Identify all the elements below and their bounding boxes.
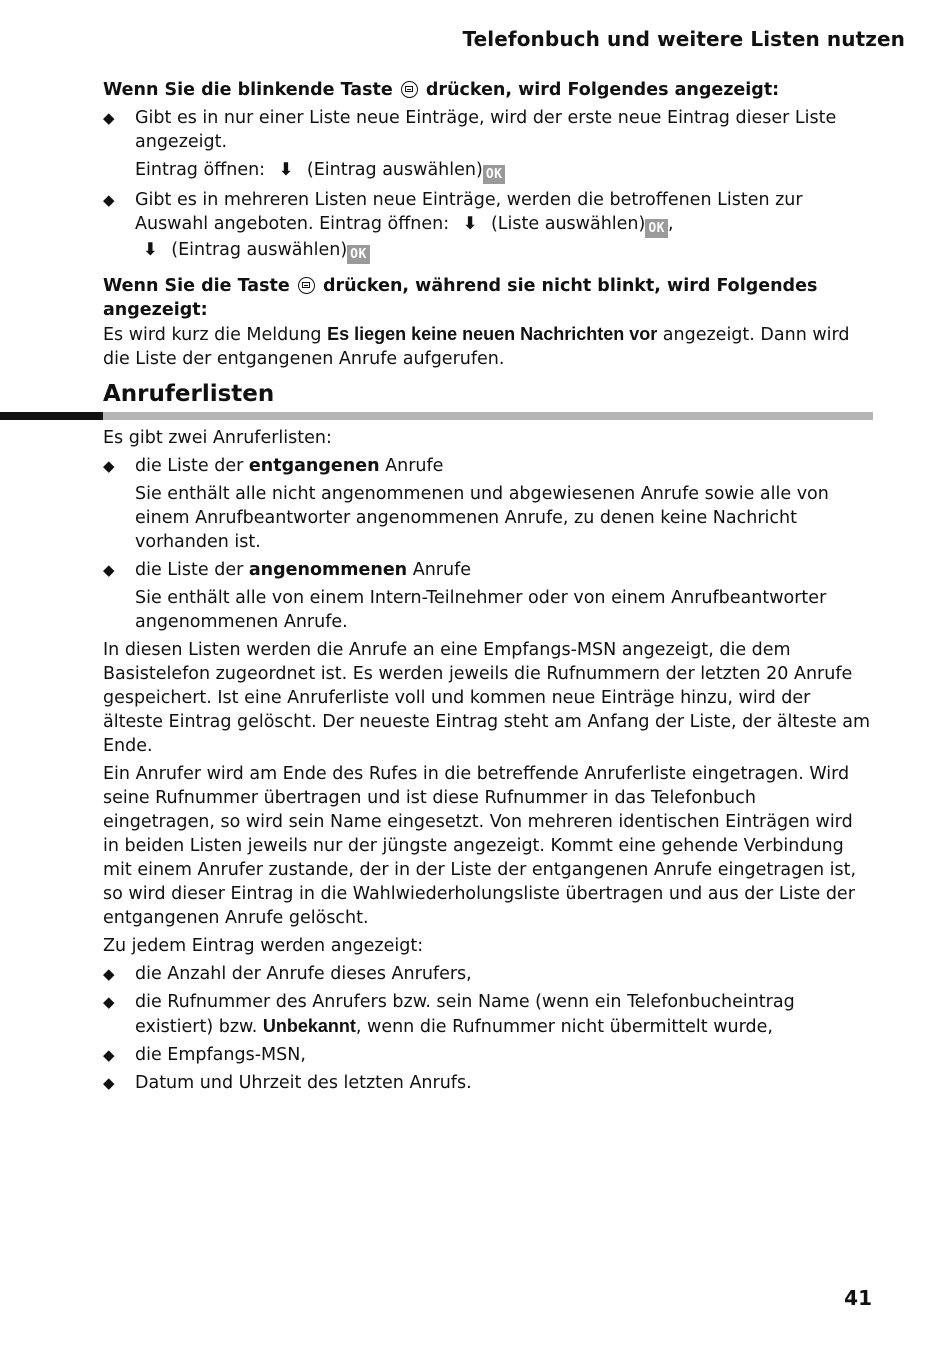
intro-content xyxy=(103,78,873,371)
section-rule-grey xyxy=(103,412,873,420)
bullet-bold-text: angenommenen xyxy=(248,560,408,580)
diamond-bullet-icon: ◆ xyxy=(103,1046,115,1064)
list-description: Sie enthält alle nicht angenommenen und abgewiesenen Anrufe sowie alle von einem Anrufbeantworter angenommenen Anrufe, zu denen keine Nachricht vorhanden ist. xyxy=(135,484,829,552)
list-item xyxy=(103,962,873,986)
diamond-bullet-icon: ◆ xyxy=(103,993,115,1011)
bullet-text: die Liste der xyxy=(135,456,244,476)
message-key-icon xyxy=(298,277,315,294)
bullet-text: die Empfangs-MSN, xyxy=(135,1045,306,1065)
bullet-text: die Rufnummer des Anrufers bzw. sein Name (wenn ein Telefonbucheintrag existiert) bzw. xyxy=(135,992,795,1037)
bullet-text: , wenn die Rufnummer nicht übermittelt wurde, xyxy=(355,1017,773,1037)
running-header: Telefonbuch und weitere Listen nutzen xyxy=(462,27,905,51)
diamond-bullet-icon: ◆ xyxy=(103,1074,115,1092)
step-action: (Liste auswählen) xyxy=(490,214,646,234)
message-paragraph xyxy=(103,322,873,371)
ok-key-icon: OK xyxy=(645,219,668,238)
section-intro: Es gibt zwei Anruferlisten: xyxy=(103,428,332,448)
diamond-bullet-icon: ◆ xyxy=(103,457,115,475)
bullet-text: die Liste der xyxy=(135,560,244,580)
display-message: Es liegen keine neuen Nachrichten vor xyxy=(327,324,658,344)
non-blinking-key-heading xyxy=(103,274,873,322)
diamond-bullet-icon: ◆ xyxy=(103,561,115,579)
paragraph-text: angezeigt. Dann wird die Liste der entgangenen Anrufe aufgerufen. xyxy=(103,325,850,369)
bullet-text: Anrufe xyxy=(385,456,444,476)
diamond-bullet-icon: ◆ xyxy=(103,109,115,127)
message-key-icon xyxy=(401,81,418,98)
heading-text-pre: Wenn Sie die Taste xyxy=(103,276,290,296)
step-action: (Eintrag auswählen) xyxy=(306,160,483,180)
heading-text-pre: Wenn Sie die blinkende Taste xyxy=(103,80,393,100)
list-item xyxy=(103,188,873,264)
bullet-text: Gibt es in nur einer Liste neue Einträge, wird der erste neue Eintrag dieser Liste angezeigt. xyxy=(135,108,837,152)
list-item xyxy=(103,106,873,154)
section-title: Anruferlisten xyxy=(103,381,275,407)
bullet-text: Gibt es in mehreren Listen neue Einträge, werden die betroffenen Listen zur Auswahl angeboten. Eintrag öffnen: xyxy=(135,190,803,234)
ok-key-icon: OK xyxy=(347,245,370,264)
display-message: Unbekannt xyxy=(262,1016,356,1036)
down-arrow-icon: ⬇ xyxy=(278,160,294,180)
body-paragraph: In diesen Listen werden die Anrufe an eine Empfangs-MSN angezeigt, die dem Basistelefon zugeordnet ist. Es werden jeweils die Rufnummern der letzten 20 Anrufe gespeichert. Ist eine Anruferliste voll und kommen neue Einträge hinzu, wird der älteste Eintrag gelöscht. Der neueste Eintrag steht am Anfang der Liste, der älteste am Ende. xyxy=(103,640,871,756)
list-item xyxy=(103,558,873,582)
bullet-text: Datum und Uhrzeit des letzten Anrufs. xyxy=(135,1073,472,1093)
down-arrow-icon: ⬇ xyxy=(462,214,478,234)
list-description: Sie enthält alle von einem Intern-Teilnehmer oder von einem Anrufbeantworter angenommenen Anrufe. xyxy=(135,588,827,632)
diamond-bullet-icon: ◆ xyxy=(103,965,115,983)
separator: , xyxy=(668,214,674,234)
list-item xyxy=(103,454,873,478)
page-number: 41 xyxy=(844,1286,872,1310)
bullet-text: die Anzahl der Anrufe dieses Anrufers, xyxy=(135,964,472,984)
list-item xyxy=(103,1043,873,1067)
section-content xyxy=(103,426,873,1095)
list-item xyxy=(103,1071,873,1095)
step-action: (Eintrag auswählen) xyxy=(171,240,348,260)
section-rule-dark xyxy=(0,412,103,420)
down-arrow-icon: ⬇ xyxy=(143,240,158,260)
ok-key-icon: OK xyxy=(483,165,506,184)
body-paragraph: Zu jedem Eintrag werden angezeigt: xyxy=(103,936,424,956)
paragraph-text: Es wird kurz die Meldung xyxy=(103,325,322,345)
heading-text-post: drücken, während sie nicht blinkt, wird Folgendes angezeigt: xyxy=(103,276,818,320)
instruction-step xyxy=(103,158,873,184)
step-label: Eintrag öffnen: xyxy=(135,160,266,180)
bullet-text: Anrufe xyxy=(412,560,472,580)
body-paragraph: Ein Anrufer wird am Ende des Rufes in die betreffende Anruferliste eingetragen. Wird seine Rufnummer übertragen und ist diese Rufnummer in das Telefonbuch eingetragen, so wird sein Name eingesetzt. Von mehreren identischen Einträgen wird in beiden Listen jeweils nur der jüngste angezeigt. Kommt eine gehende Verbindung mit einem Anrufer zustande, der in der Liste der entgangenen Anrufe eingetragen ist, so wird dieser Eintrag in die Wahlwiederholungsliste übertragen und aus der Liste der entgangenen Anrufe gelöscht. xyxy=(103,764,857,928)
bullet-bold-text: entgangenen xyxy=(248,456,380,476)
diamond-bullet-icon: ◆ xyxy=(103,191,115,209)
blinking-key-heading xyxy=(103,78,873,102)
heading-text-post: drücken, wird Folgendes angezeigt: xyxy=(425,80,780,100)
list-item xyxy=(103,990,873,1039)
